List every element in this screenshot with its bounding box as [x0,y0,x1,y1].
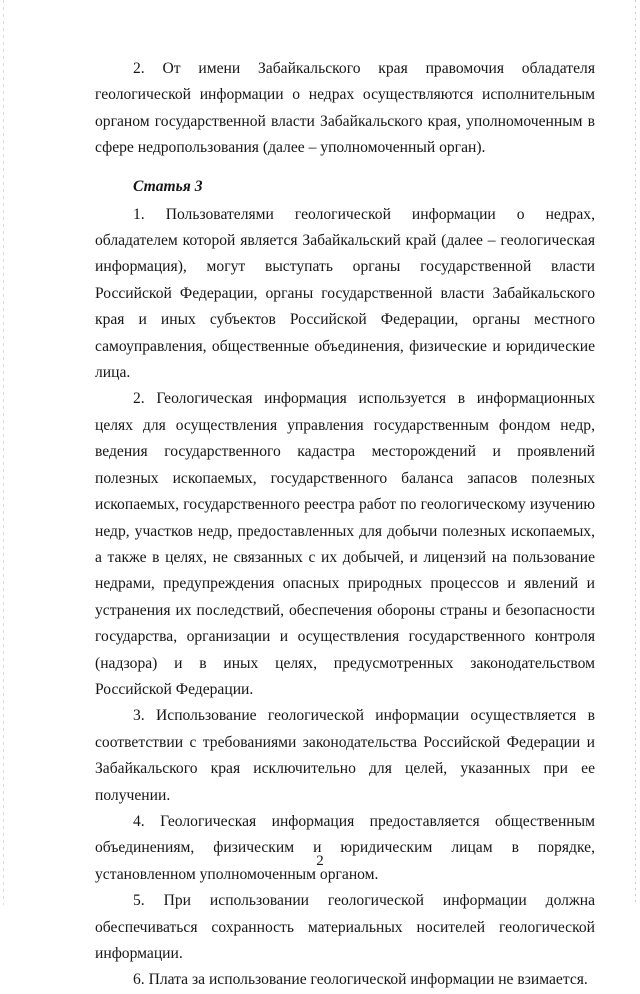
paragraph-3-4: 4. Геологическая информация предоставляется общественным объединениям, физическим и юридическим лицам в порядке, установленном уполномоченным органом. [95,812,595,883]
scan-edge-right [635,0,636,905]
paragraph-3-5: 5. При использовании геологической информации должна обеспечиваться сохранность материальных носителей геологической информации. [95,892,595,962]
paragraph-2-2: 2. От имени Забайкальского края правомочия обладателя геологической информации о недрах осуществляются исполнительным органом государственной власти Забайкальского края, уполномоченным в сфере недропользования (далее – уполномоченный орган). [95,60,595,157]
paragraph-3-1: 1. Пользователями геологической информации о недрах, обладателем которой является Забайкальский край (далее – геологическая информация), могут выступать органы государственной власти Российской Федерации, органы государственной власти Забайкальского края и иных субъектов Российской Федерации, органы местного самоуправления, общественные объединения, физические и юридические лица. [95,205,595,382]
scan-edge-left [3,0,4,905]
paragraph-3-6: 6. Плата за использование геологической информации не взимается. [133,971,588,989]
paragraph-3-2: 2. Геологическая информация используется в информационных целях для осуществления управления государственным фондом недр, ведения государственного кадастра месторождений и проявлений полезных ископаемых, государственного баланса запасов полезных ископаемых, государственного реестра работ по геологическому изучению недр, участков недр, предоставленных для добычи полезных ископаемых, а также в целях, не связанных с их добычей, и лицензий на пользование недрами, предупреждения опасных природных процессов и явлений и устранения их последствий, обеспечения обороны страны и безопасности государства, организации и осуществления государственного контроля (надзора) и в иных целях, предусмотренных законодательством Российской Федерации. [95,390,595,698]
paragraph-3-3: 3. Использование геологической информации осуществляется в соответствии с требованиями законодательства Российской Федерации и Забайкальского края исключительно для целей, указанных при ее получении. [95,707,595,804]
paragraph-gap [95,162,595,172]
page-number: 2 [316,853,324,869]
article-heading: Статья 3 [133,177,203,195]
